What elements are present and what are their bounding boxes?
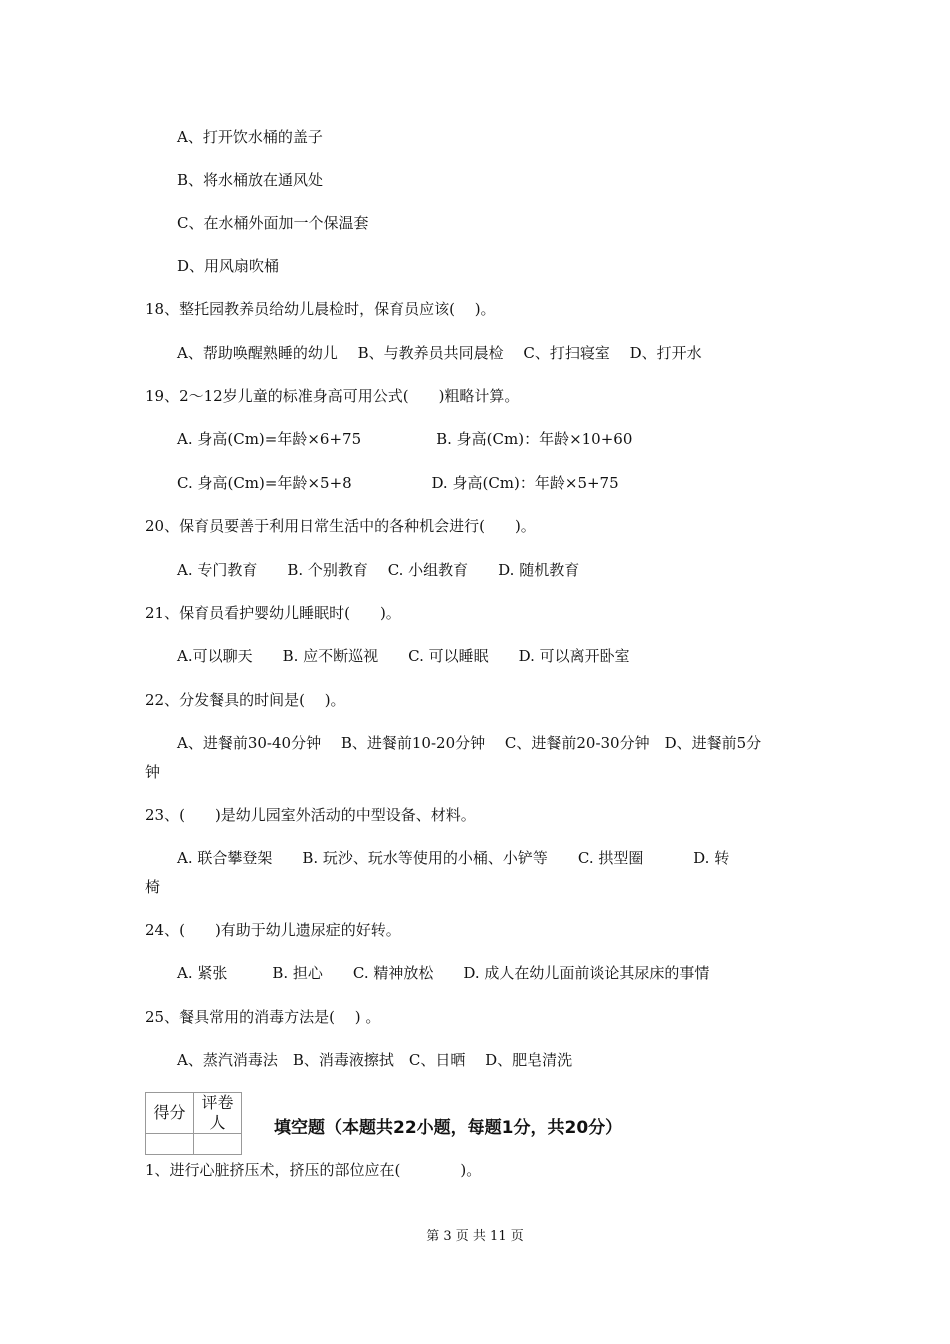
option-line: A、帮助唤醒熟睡的幼儿 B、与教养员共同晨检 C、打扫寝室 D、打开水 bbox=[177, 344, 702, 362]
question-line: 24、( )有助于幼儿遗尿症的好转。 bbox=[145, 921, 401, 939]
option-line-continued: 椅 bbox=[145, 878, 161, 896]
grader-header: 评卷人 bbox=[194, 1093, 242, 1134]
score-table bbox=[145, 1092, 242, 1155]
option-line: A、进餐前30-40分钟 B、进餐前10-20分钟 C、进餐前20-30分钟 D、进餐前5分 bbox=[177, 734, 762, 752]
option-line-continued: 钟 bbox=[145, 763, 161, 781]
section-title: 填空题（本题共22小题，每题1分，共20分） bbox=[274, 1118, 623, 1138]
page-footer: 第 3 页 共 11 页 bbox=[426, 1229, 524, 1244]
question-line: 25、餐具常用的消毒方法是( ) 。 bbox=[145, 1008, 381, 1026]
question-line: 21、保育员看护婴幼儿睡眠时( )。 bbox=[145, 604, 401, 622]
option-line: A、蒸汽消毒法 B、消毒液擦拭 C、日晒 D、肥皂清洗 bbox=[177, 1051, 573, 1069]
option-line: A. 联合攀登架 B. 玩沙、玩水等使用的小桶、小铲等 C. 拱型圈 D. 转 bbox=[177, 849, 730, 867]
question-line: 1、进行心脏挤压术，挤压的部位应在( )。 bbox=[145, 1161, 482, 1179]
option-line: C、在水桶外面加一个保温套 bbox=[177, 214, 369, 232]
grader-cell bbox=[194, 1134, 242, 1155]
question-line: 20、保育员要善于利用日常生活中的各种机会进行( )。 bbox=[145, 517, 536, 535]
option-line: A、打开饮水桶的盖子 bbox=[177, 128, 323, 146]
question-line: 22、分发餐具的时间是( )。 bbox=[145, 691, 346, 709]
score-cell bbox=[146, 1134, 194, 1155]
score-header: 得分 bbox=[146, 1093, 194, 1134]
question-line: 18、整托园教养员给幼儿晨检时，保育员应该( )。 bbox=[145, 300, 496, 318]
option-line: D、用风扇吹桶 bbox=[177, 257, 280, 275]
option-line: A. 身高(Cm)=年龄×6+75 B. 身高(Cm)：年龄×10+60 bbox=[177, 430, 633, 448]
question-line: 19、2～12岁儿童的标准身高可用公式( )粗略计算。 bbox=[145, 387, 520, 405]
option-line: B、将水桶放在通风处 bbox=[177, 171, 324, 189]
option-line: A. 专门教育 B. 个别教育 C. 小组教育 D. 随机教育 bbox=[177, 561, 580, 579]
option-line: A. 紧张 B. 担心 C. 精神放松 D. 成人在幼儿面前谈论其尿床的事情 bbox=[177, 964, 710, 982]
option-line: A.可以聊天 B. 应不断巡视 C. 可以睡眠 D. 可以离开卧室 bbox=[177, 647, 630, 665]
question-line: 23、( )是幼儿园室外活动的中型设备、材料。 bbox=[145, 806, 476, 824]
option-line: C. 身高(Cm)=年龄×5+8 D. 身高(Cm)：年龄×5+75 bbox=[177, 474, 619, 492]
